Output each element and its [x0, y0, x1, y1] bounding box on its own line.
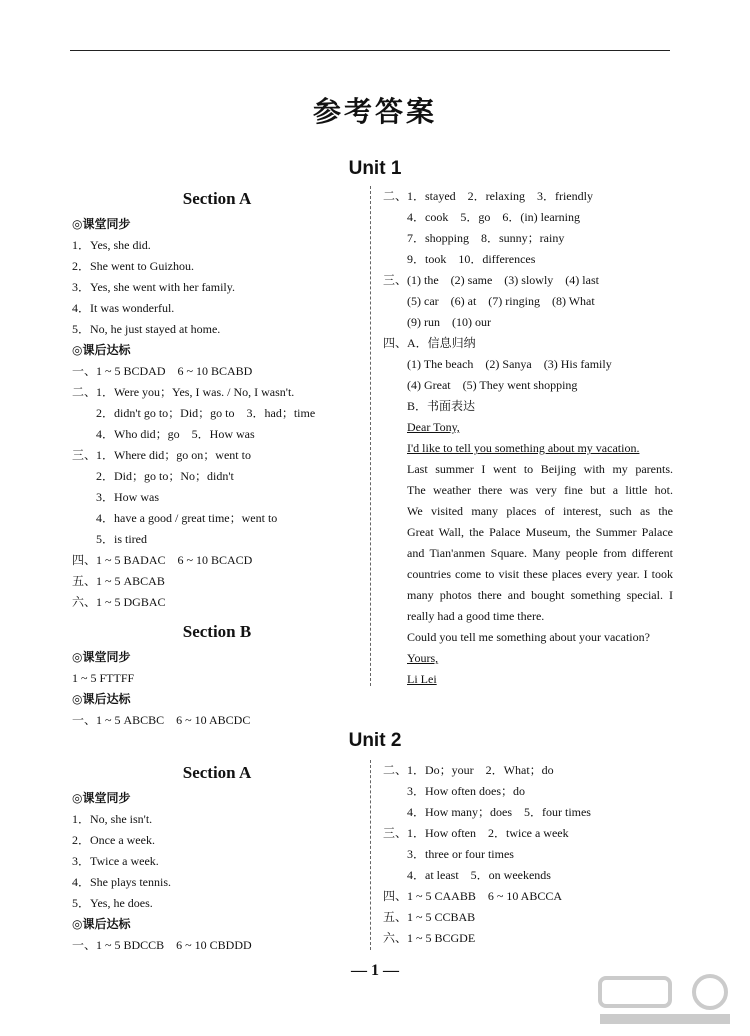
- answer-line: 六、1 ~ 5 DGBAC: [72, 595, 166, 609]
- answer-line: 一、1 ~ 5 ABCBC 6 ~ 10 ABCDC: [72, 713, 251, 727]
- answer-line: 3．How often does；do: [407, 784, 525, 798]
- section-title: Section A: [182, 763, 252, 782]
- answer-line: 1．Yes, she did.: [72, 238, 151, 252]
- unit-1-heading: Unit 1: [348, 158, 402, 179]
- essay-line: really had a good time there.: [407, 609, 545, 623]
- answer-line: (4) Great (5) They went shopping: [407, 378, 578, 392]
- answer-line: 六、1 ~ 5 BCGDE: [383, 931, 476, 945]
- answer-line: 3．three or four times: [407, 847, 514, 861]
- essay-line: Could you tell me something about your vacation?: [407, 630, 650, 644]
- answer-line: 1 ~ 5 FTTFF: [72, 671, 135, 685]
- essay-line: Last summer I went to Beijing with my parents.: [407, 462, 673, 476]
- answer-line: 三、1．How often 2．twice a week: [383, 826, 569, 840]
- answer-line: 五、1 ~ 5 CCBAB: [383, 910, 476, 924]
- answer-line: 一、1 ~ 5 BCDAD 6 ~ 10 BCABD: [72, 364, 253, 378]
- section-title: Section B: [182, 622, 252, 641]
- subsection-label: ◎课后达标: [72, 343, 131, 357]
- answer-line: 2．She went to Guizhou.: [72, 259, 194, 273]
- answer-line: 5．Yes, he does.: [72, 896, 153, 910]
- top-rule: [70, 50, 670, 51]
- watermark-logo-icon: [590, 970, 740, 1030]
- unit-1-right-column: [383, 186, 673, 690]
- answer-line: B．书面表达: [407, 399, 476, 413]
- essay-underlined-text: Yours,: [407, 651, 439, 665]
- answer-line: 5．is tired: [96, 532, 147, 546]
- answer-line: 4．It was wonderful.: [72, 301, 175, 315]
- answer-line: (1) The beach (2) Sanya (3) His family: [407, 357, 612, 371]
- answer-line: 2．Once a week.: [72, 833, 155, 847]
- answer-line: 2．Did；go to；No；didn't: [96, 469, 234, 483]
- answer-line: 4．She plays tennis.: [72, 875, 171, 889]
- answer-line: 三、(1) the (2) same (3) slowly (4) last: [383, 273, 599, 287]
- unit-2-heading: Unit 2: [348, 730, 402, 751]
- answer-line: 二、1．Were you；Yes, I was. / No, I wasn't.: [72, 385, 295, 399]
- answer-line: 7．shopping 8．sunny；rainy: [407, 231, 565, 245]
- answer-line: 五、1 ~ 5 ABCAB: [72, 574, 165, 588]
- essay-underlined-text: Dear Tony,: [407, 420, 460, 434]
- subsection-label: ◎课堂同步: [72, 650, 131, 664]
- answer-line: 4．cook 5．go 6．(in) learning: [407, 210, 580, 224]
- essay-underlined-text: I'd like to tell you something about my vacation.: [407, 441, 640, 455]
- section-title: Section A: [182, 189, 252, 208]
- answer-line: 4．Who did；go 5．How was: [96, 427, 255, 441]
- answer-line: 4．How many；does 5．four times: [407, 805, 591, 819]
- subsection-label: ◎课后达标: [72, 692, 131, 706]
- answer-line: 1．No, she isn't.: [72, 812, 153, 826]
- essay-line: [383, 417, 673, 438]
- essay-line: The weather there was very fine but a little hot.: [407, 483, 673, 497]
- answer-line: 一、1 ~ 5 BDCCB 6 ~ 10 CBDDD: [72, 938, 252, 952]
- unit-2-left-column: [72, 760, 362, 956]
- subsection-label: ◎课堂同步: [72, 217, 131, 231]
- answer-line: 三、1．Where did；go on；went to: [72, 448, 251, 462]
- essay-underlined-text: Li Lei: [407, 672, 437, 686]
- answer-line: 4．at least 5．on weekends: [407, 868, 551, 882]
- unit-1-left-column: [72, 186, 362, 731]
- answer-line: 四、A．信息归纳: [383, 336, 476, 350]
- page-title: 参考答案: [312, 95, 437, 128]
- answer-line: 3．How was: [96, 490, 159, 504]
- answer-line: 二、1．stayed 2．relaxing 3．friendly: [383, 189, 593, 203]
- page-number: — 1 —: [351, 962, 399, 979]
- essay-line: and Tian'anmen Square. Many people from different: [407, 546, 673, 560]
- subsection-label: ◎课堂同步: [72, 791, 131, 805]
- answer-line: (5) car (6) at (7) ringing (8) What: [407, 294, 595, 308]
- answer-line: 2．didn't go to；Did；go to 3．had；time: [96, 406, 316, 420]
- answer-line: 四、1 ~ 5 BADAC 6 ~ 10 BCACD: [72, 553, 253, 567]
- answer-line: 3．Twice a week.: [72, 854, 159, 868]
- essay-line: many photos there and bought something special. I: [407, 588, 673, 602]
- subsection-label: ◎课后达标: [72, 917, 131, 931]
- essay-line: [383, 438, 673, 459]
- answer-line: 四、1 ~ 5 CAABB 6 ~ 10 ABCCA: [383, 889, 563, 903]
- answer-line: (9) run (10) our: [407, 315, 491, 329]
- essay-line: Great Wall, the Palace Museum, the Summer Palace: [407, 525, 673, 539]
- answer-line: 4．have a good / great time；went to: [96, 511, 278, 525]
- answer-line: 9．took 10．differences: [407, 252, 536, 266]
- essay-line: [383, 648, 673, 669]
- essay-line: countries come to visit these places every year. I took: [407, 567, 673, 581]
- answer-line: 5．No, he just stayed at home.: [72, 322, 221, 336]
- unit-2-right-column: [383, 760, 673, 949]
- answer-line: 3．Yes, she went with her family.: [72, 280, 235, 294]
- answer-line: 二、1．Do；your 2．What；do: [383, 763, 554, 777]
- essay-line: [383, 669, 673, 690]
- column-divider: [370, 760, 371, 950]
- column-divider: [370, 186, 371, 686]
- essay-line: We visited many places of interest, such as the: [407, 504, 673, 518]
